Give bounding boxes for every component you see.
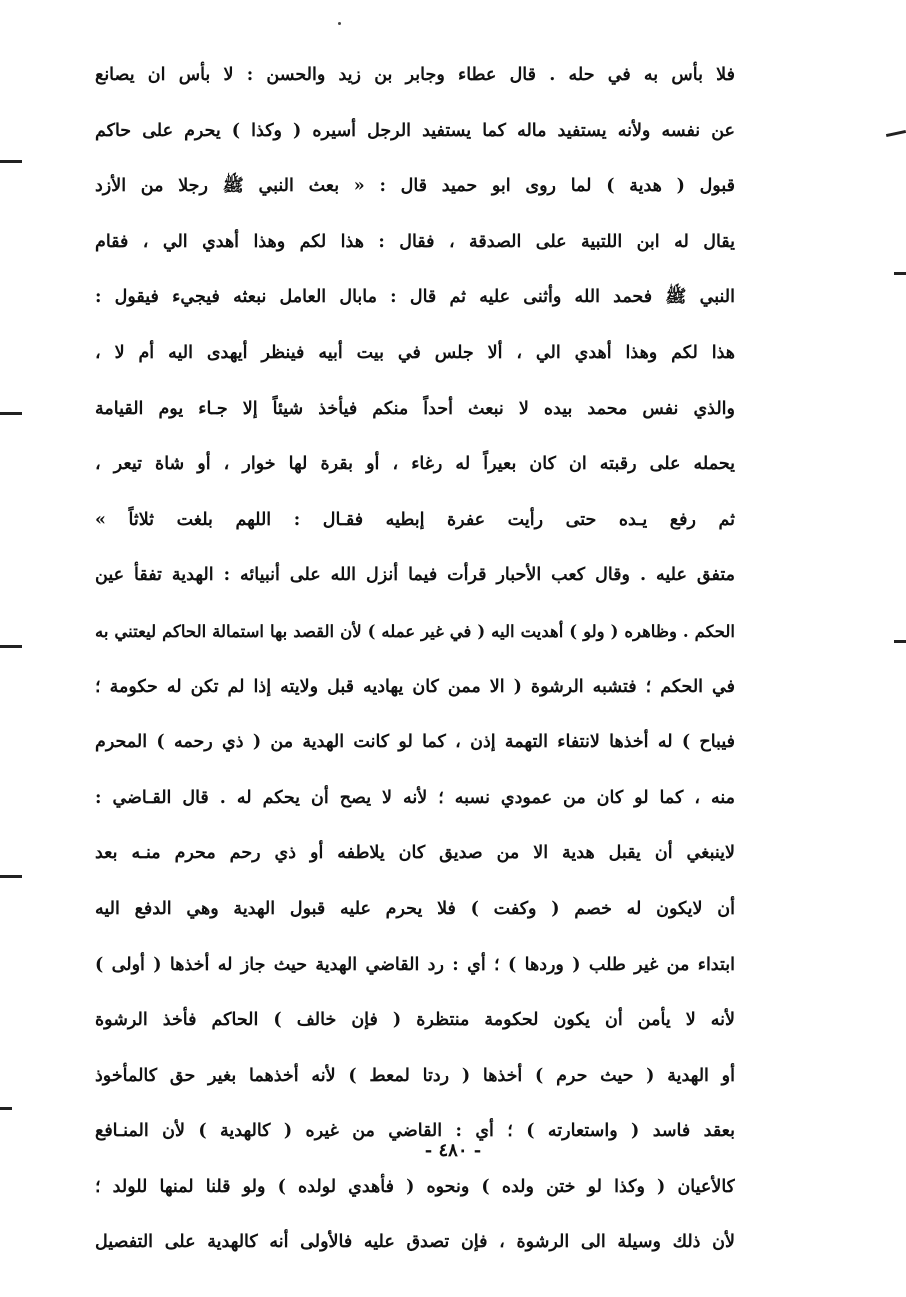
margin-mark [894,272,906,275]
body-text [95,48,735,1271]
text-line: عن نفسه ولأنه يستفيد ماله كما يستفيد الرجل أسيره ( وكذا ) يحرم على حاكم [95,120,735,141]
text-line: فيباح ) له أخذها لانتفاء التهمة إذن ، كما لو كانت الهدية من ( ذي رحمه ) المحرم [95,732,735,753]
margin-mark [0,875,22,878]
margin-mark [0,645,22,648]
text-line: لأن ذلك وسيلة الى الرشوة ، فإن تصدق عليه فالأولى أنه كالهدية على التفصيل [95,1232,735,1253]
text-line: الحكم . وظاهره ( ولو ) أهديت اليه ( في غير عمله ) لأن القصد بها استمالة الحاكم ليعتني به [95,621,735,641]
text-line: في الحكم ؛ فتشبه الرشوة ( الا ممن كان يهاديه قبل ولايته إذا لم تكن له حكومة ؛ [95,676,735,697]
text-line: فلا بأس به في حله . قال عطاء وجابر بن زيد والحسن : لا بأس ان يصانع [95,65,735,85]
text-line: النبي ﷺ فحمد الله وأثنى عليه ثم قال : مابال العامل نبعثه فيجيء فيقول : [95,287,735,308]
text-line: أن لايكون له خصم ( وكفت ) فلا يحرم عليه قبول الهدية وهي الدفع اليه [95,898,735,919]
text-line: كالأعيان ( وكذا لو ختن ولده ) ونحوه ( فأهدي لولده ) ولو قلنا لمنها للولد ؛ [95,1176,735,1197]
text-line: بعقد فاسد ( واستعارته ) ؛ أي : القاضي من غيره ( كالهدية ) لأن المنـافع [95,1121,735,1142]
margin-mark [0,1107,12,1110]
text-line: لأنه لا يأمن أن يكون لحكومة منتظرة ( فإن خالف ) الحاكم فأخذ الرشوة [95,1010,735,1031]
margin-mark [0,412,22,415]
text-line: والذي نفس محمد بيده لا نبعث أحداً منكم فيأخذ شيئاً إلا جـاء يوم القيامة [95,398,735,419]
text-line: ابتداء من غير طلب ( وردها ) ؛ أي : رد القاضي الهدية حيث جاز له أخذها ( أولى ) [95,954,735,975]
text-line: لاينبغي أن يقبل هدية الا من صديق كان يلاطفه أو ذي رحم محرم منـه بعد [95,843,735,864]
margin-mark [894,640,906,643]
text-line: ثم رفع يـده حتى رأيت عفرة إبطيه فقـال : اللهم بلغت ثلاثاً » [95,509,735,530]
text-line: أو الهدية ( حيث حرم ) أخذها ( ردتا لمعط ) لأنه أخذهما بغير حق كالمأخوذ [95,1065,735,1086]
text-line: هذا لكم وهذا أهدي الي ، ألا جلس في بيت أبيه فينظر أيهدى اليه أم لا ، [95,342,735,363]
text-line: متفق عليه . وقال كعب الأحبار قرأت فيما أنزل الله على أنبيائه : الهدية تفقأ عين [95,565,735,586]
page-number: - ٤٨٠ - [424,1140,482,1161]
text-line: يقال له ابن اللتبية على الصدقة ، فقال : هذا لكم وهذا أهدي الي ، فقام [95,231,735,252]
text-line: يحمله على رقبته ان كان بعيراً له رغاء ، أو بقرة لها خوار ، أو شاة تيعر ، [95,454,735,475]
scan-speck [338,22,341,25]
text-line: قبول ( هدية ) لما روى ابو حميد قال : « بعث النبي ﷺ رجلا من الأزد [95,176,735,197]
text-line: منه ، كما لو كان من عمودي نسبه ؛ لأنه لا يصح أن يحكم له . قال القـاضي : [95,787,735,808]
margin-mark [0,160,22,163]
margin-mark [886,130,906,137]
